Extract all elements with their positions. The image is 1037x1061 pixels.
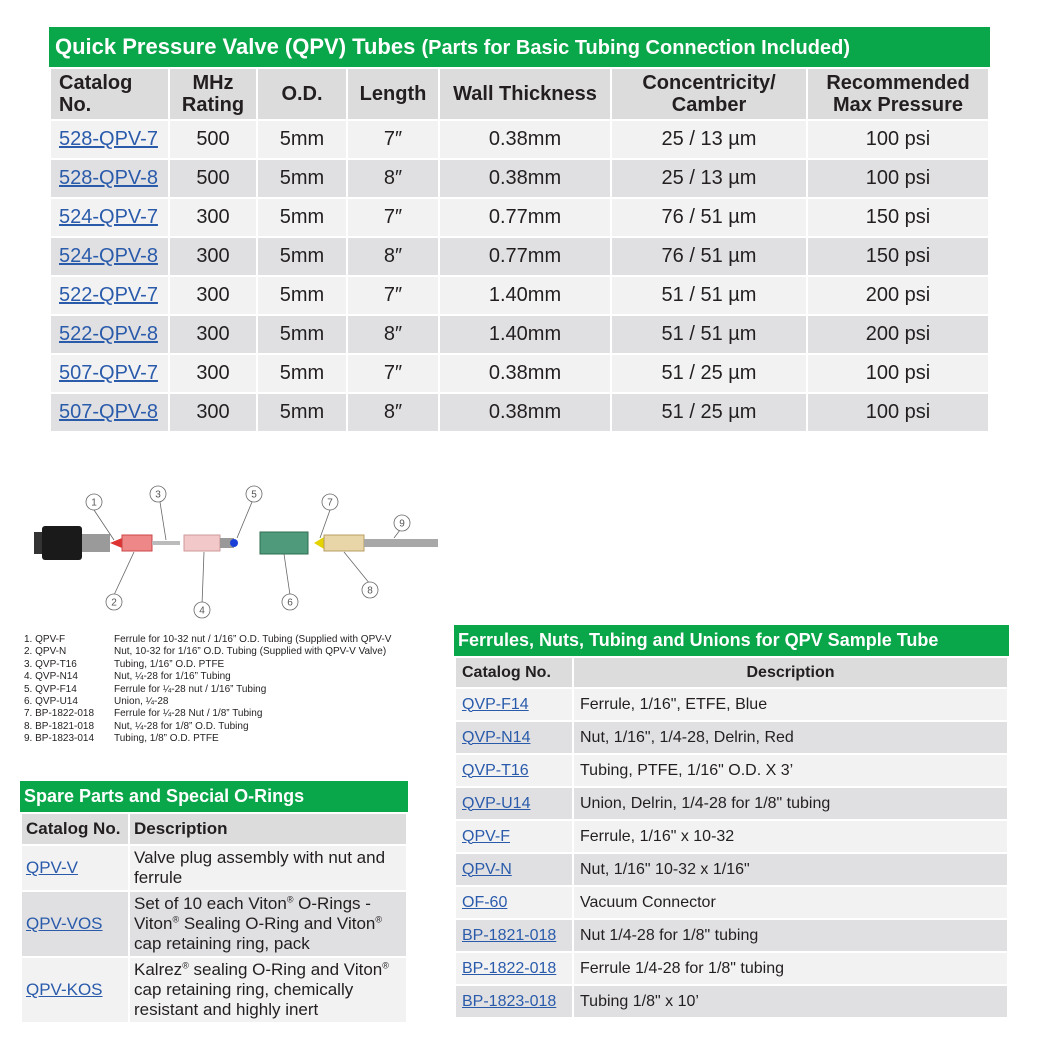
length-cell: 7″ <box>348 277 438 314</box>
od-cell: 5mm <box>258 277 346 314</box>
table-row <box>51 160 988 197</box>
ferrule-catalog-cell <box>456 920 572 951</box>
legend-item <box>24 634 391 646</box>
spare-header-catalog: Catalog No. <box>22 814 128 844</box>
mhz-cell: 300 <box>170 394 256 431</box>
concentricity-cell: 76 / 51 µm <box>612 199 806 236</box>
header-mhz: MHz Rating <box>170 69 256 119</box>
catalog-cell <box>51 199 168 236</box>
ferrule-catalog-cell <box>456 854 572 885</box>
spare-description-cell: Valve plug assembly with nut and ferrule <box>130 846 406 890</box>
callout-number: 9 <box>399 518 405 530</box>
pressure-cell: 100 psi <box>808 160 988 197</box>
spare-catalog-cell <box>22 892 128 956</box>
table-row <box>456 722 1007 753</box>
ferrule-description-cell: Tubing, PTFE, 1/16" O.D. X 3’ <box>574 755 1007 786</box>
legend-desc: Union, ¼-28 <box>114 696 169 708</box>
pressure-cell: 200 psi <box>808 277 988 314</box>
table-row <box>456 920 1007 951</box>
qpv-header-row <box>51 69 988 119</box>
callout-number: 7 <box>327 497 333 509</box>
valve-body <box>42 526 82 560</box>
pressure-cell: 100 psi <box>808 121 988 158</box>
qpv-title <box>49 27 990 67</box>
length-cell: 8″ <box>348 160 438 197</box>
catalog-link[interactable]: QVP-T16 <box>462 761 529 779</box>
ferrules-section <box>454 625 1009 1019</box>
concentricity-cell: 51 / 51 µm <box>612 277 806 314</box>
ferrules-header-catalog: Catalog No. <box>456 658 572 687</box>
catalog-link[interactable]: QVP-F14 <box>462 695 529 713</box>
qpv-table <box>49 67 990 433</box>
wall-cell: 0.77mm <box>440 238 610 275</box>
pressure-cell: 200 psi <box>808 316 988 353</box>
pressure-cell: 100 psi <box>808 355 988 392</box>
catalog-link[interactable]: QVP-N14 <box>462 728 531 746</box>
catalog-link[interactable]: 528-QPV-8 <box>59 167 158 189</box>
length-cell: 8″ <box>348 316 438 353</box>
table-row <box>456 689 1007 720</box>
catalog-cell <box>51 238 168 275</box>
qpv-title-sub: (Parts for Basic Tubing Connection Included) <box>421 37 850 59</box>
table-row <box>51 121 988 158</box>
legend-item <box>24 684 391 696</box>
legend-desc: Nut, ¼-28 for 1/16” Tubing <box>114 671 231 683</box>
table-row <box>456 953 1007 984</box>
mhz-cell: 300 <box>170 355 256 392</box>
table-row <box>22 846 406 890</box>
wall-cell: 0.38mm <box>440 121 610 158</box>
ferrule-description-cell: Nut 1/4-28 for 1/8" tubing <box>574 920 1007 951</box>
ferrule-catalog-cell <box>456 788 572 819</box>
legend-item <box>24 733 391 745</box>
length-cell: 8″ <box>348 394 438 431</box>
ferrule-catalog-cell <box>456 755 572 786</box>
header-catalog: Catalog No. <box>51 69 168 119</box>
catalog-link[interactable]: 522-QPV-8 <box>59 323 158 345</box>
catalog-link[interactable]: 524-QPV-8 <box>59 245 158 267</box>
catalog-link[interactable]: BP-1821-018 <box>462 926 557 944</box>
header-concentricity: Concentricity/ Camber <box>612 69 806 119</box>
wall-cell: 0.77mm <box>440 199 610 236</box>
ferrule-description-cell: Nut, 1/16" 10-32 x 1/16" <box>574 854 1007 885</box>
catalog-link[interactable]: BP-1822-018 <box>462 959 557 977</box>
mhz-cell: 500 <box>170 121 256 158</box>
header-max-pressure: Recommended Max Pressure <box>808 69 988 119</box>
length-cell: 8″ <box>348 238 438 275</box>
pressure-cell: 150 psi <box>808 199 988 236</box>
ferrule-description-cell: Vacuum Connector <box>574 887 1007 918</box>
spare-description-cell: Kalrez® sealing O-Ring and Viton® cap retaining ring, chemically resistant and highly inert <box>130 958 406 1022</box>
wall-cell: 1.40mm <box>440 316 610 353</box>
tube-3 <box>152 541 180 545</box>
table-row <box>51 238 988 275</box>
callout-number: 4 <box>199 605 205 617</box>
pressure-cell: 100 psi <box>808 394 988 431</box>
legend-desc: Ferrule for ¼-28 Nut / 1/8” Tubing <box>114 708 263 720</box>
spare-parts-table <box>20 812 408 1024</box>
callout-number: 5 <box>251 489 257 501</box>
legend-desc: Nut, 10-32 for 1/16” O.D. Tubing (Supplied with QPV-V Valve) <box>114 646 387 658</box>
catalog-cell <box>51 121 168 158</box>
legend-key: 1. QPV-F <box>24 634 66 645</box>
legend-desc: Tubing, 1/8” O.D. PTFE <box>114 733 219 745</box>
parts-legend <box>24 634 391 746</box>
union-6 <box>260 532 308 554</box>
table-row <box>456 821 1007 852</box>
legend-key: 2. QPV-N <box>24 646 67 658</box>
ferrule-description-cell: Ferrule, 1/16" x 10-32 <box>574 821 1007 852</box>
concentricity-cell: 76 / 51 µm <box>612 238 806 275</box>
catalog-link[interactable]: QPV-F <box>462 827 511 845</box>
ferrule-5 <box>230 539 238 547</box>
ferrule-catalog-cell <box>456 722 572 753</box>
ferrule-catalog-cell <box>456 887 572 918</box>
nut-2 <box>122 535 152 551</box>
length-cell: 7″ <box>348 199 438 236</box>
spare-header-description: Description <box>130 814 406 844</box>
callout-number: 6 <box>287 597 293 609</box>
legend-key: 5. QVP-F14 <box>24 683 77 695</box>
ferrules-header-row <box>456 658 1007 687</box>
table-row <box>22 958 406 1022</box>
wall-cell: 0.38mm <box>440 394 610 431</box>
legend-key: 8. BP-1821-018 <box>24 720 95 732</box>
spare-catalog-cell <box>22 958 128 1022</box>
od-cell: 5mm <box>258 121 346 158</box>
legend-key: 4. QVP-N14 <box>24 671 78 683</box>
legend-key: 9. BP-1823-014 <box>24 733 95 745</box>
ferrule-catalog-cell <box>456 986 572 1017</box>
catalog-link[interactable]: BP-1823-018 <box>462 992 557 1010</box>
qpv-title-main: Quick Pressure Valve (QPV) Tubes <box>55 34 416 59</box>
table-row <box>456 788 1007 819</box>
legend-item <box>24 721 391 733</box>
legend-desc: Nut, ¼-28 for 1/8” O.D. Tubing <box>114 720 249 732</box>
catalog-link[interactable]: OF-60 <box>462 893 508 911</box>
mhz-cell: 300 <box>170 277 256 314</box>
od-cell: 5mm <box>258 160 346 197</box>
ferrule-description-cell: Union, Delrin, 1/4-28 for 1/8" tubing <box>574 788 1007 819</box>
ferrule-catalog-cell <box>456 953 572 984</box>
catalog-link[interactable]: 522-QPV-7 <box>59 284 158 306</box>
ferrules-table <box>454 656 1009 1019</box>
legend-item <box>24 708 391 720</box>
nut-4 <box>184 535 220 551</box>
nut-8 <box>324 535 364 551</box>
catalog-link[interactable]: 528-QPV-7 <box>59 128 158 150</box>
wall-cell: 0.38mm <box>440 160 610 197</box>
spare-parts-title: Spare Parts and Special O-Rings <box>20 781 408 812</box>
legend-item <box>24 659 391 671</box>
mhz-cell: 300 <box>170 316 256 353</box>
valve-stem <box>82 534 110 552</box>
spare-catalog-cell <box>22 846 128 890</box>
catalog-link[interactable]: QPV-KOS <box>26 980 103 999</box>
pressure-cell: 150 psi <box>808 238 988 275</box>
catalog-link[interactable]: QPV-V <box>26 858 78 877</box>
ferrule-description-cell: Tubing 1/8" x 10’ <box>574 986 1007 1017</box>
ferrule-7 <box>314 537 324 549</box>
qpv-tubes-section <box>49 27 990 433</box>
callout-number: 1 <box>91 497 97 509</box>
concentricity-cell: 51 / 25 µm <box>612 394 806 431</box>
catalog-cell <box>51 394 168 431</box>
mhz-cell: 500 <box>170 160 256 197</box>
header-length: Length <box>348 69 438 119</box>
catalog-link[interactable]: QPV-VOS <box>26 914 103 933</box>
tubing-assembly-diagram <box>22 480 442 630</box>
table-row <box>22 892 406 956</box>
concentricity-cell: 51 / 25 µm <box>612 355 806 392</box>
header-wall-thickness: Wall Thickness <box>440 69 610 119</box>
table-row <box>456 887 1007 918</box>
legend-key: 7. BP-1822-018 <box>24 708 95 720</box>
od-cell: 5mm <box>258 238 346 275</box>
concentricity-cell: 51 / 51 µm <box>612 316 806 353</box>
od-cell: 5mm <box>258 355 346 392</box>
od-cell: 5mm <box>258 316 346 353</box>
spare-parts-section <box>20 781 408 1024</box>
concentricity-cell: 25 / 13 µm <box>612 160 806 197</box>
table-row <box>51 355 988 392</box>
spare-description-cell: Set of 10 each Viton® O-Rings - Viton® Sealing O-Ring and Viton® cap retaining ring, pack <box>130 892 406 956</box>
ferrules-header-description: Description <box>574 658 1007 687</box>
table-row <box>51 394 988 431</box>
tube-9 <box>364 539 438 547</box>
ferrule-description-cell: Ferrule, 1/16", ETFE, Blue <box>574 689 1007 720</box>
table-row <box>456 854 1007 885</box>
legend-key: 3. QVP-T16 <box>24 658 77 670</box>
legend-item <box>24 671 391 683</box>
catalog-link[interactable]: QVP-U14 <box>462 794 531 812</box>
catalog-cell <box>51 355 168 392</box>
header-od: O.D. <box>258 69 346 119</box>
legend-item <box>24 696 391 708</box>
length-cell: 7″ <box>348 355 438 392</box>
concentricity-cell: 25 / 13 µm <box>612 121 806 158</box>
legend-item <box>24 646 391 658</box>
catalog-cell <box>51 316 168 353</box>
callout-number: 3 <box>155 489 161 501</box>
od-cell: 5mm <box>258 199 346 236</box>
callout-number: 2 <box>111 597 117 609</box>
table-row <box>456 986 1007 1017</box>
catalog-link[interactable]: 507-QPV-7 <box>59 362 158 384</box>
legend-desc: Ferrule for 10-32 nut / 1/16” O.D. Tubing (Supplied with QPV-V <box>114 634 392 645</box>
od-cell: 5mm <box>258 394 346 431</box>
ferrule-catalog-cell <box>456 689 572 720</box>
wall-cell: 1.40mm <box>440 277 610 314</box>
catalog-cell <box>51 277 168 314</box>
table-row <box>456 755 1007 786</box>
legend-desc: Ferrule for ¼-28 nut / 1/16” Tubing <box>114 683 267 695</box>
wall-cell: 0.38mm <box>440 355 610 392</box>
legend-desc: Tubing, 1/16” O.D. PTFE <box>114 658 225 670</box>
catalog-link[interactable]: 524-QPV-7 <box>59 206 158 228</box>
catalog-link[interactable]: 507-QPV-8 <box>59 401 158 423</box>
ferrules-title: Ferrules, Nuts, Tubing and Unions for QPV Sample Tube <box>454 625 1009 656</box>
table-row <box>51 199 988 236</box>
mhz-cell: 300 <box>170 238 256 275</box>
ferrule-1 <box>110 538 122 548</box>
ferrule-description-cell: Nut, 1/16", 1/4-28, Delrin, Red <box>574 722 1007 753</box>
catalog-cell <box>51 160 168 197</box>
ferrule-catalog-cell <box>456 821 572 852</box>
length-cell: 7″ <box>348 121 438 158</box>
mhz-cell: 300 <box>170 199 256 236</box>
table-row <box>51 316 988 353</box>
table-row <box>51 277 988 314</box>
legend-key: 6. QVP-U14 <box>24 696 78 708</box>
callout-number: 8 <box>367 585 373 597</box>
ferrule-description-cell: Ferrule 1/4-28 for 1/8" tubing <box>574 953 1007 984</box>
spare-header-row <box>22 814 406 844</box>
catalog-link[interactable]: QPV-N <box>462 860 512 878</box>
